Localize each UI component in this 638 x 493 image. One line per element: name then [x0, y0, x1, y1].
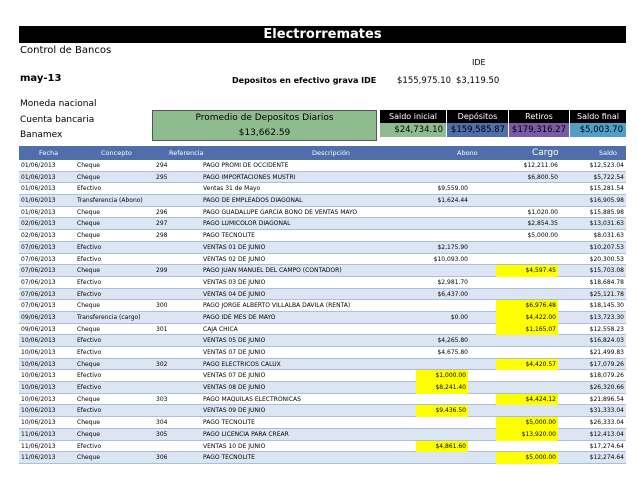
- cell-descripcion: CAJA CHICA: [203, 325, 238, 333]
- cell-fecha: 01/06/2013: [21, 173, 56, 181]
- table-row[interactable]: [19, 382, 626, 394]
- cell-descripcion: PAGO JUAN MANUEL DEL CAMPO (CONTADOR): [203, 267, 342, 275]
- table-row[interactable]: [19, 429, 626, 441]
- cell-descripcion: PAGO TECNOLITE: [203, 419, 255, 427]
- cell-abono: $4,675.80: [437, 349, 468, 356]
- cell-fecha: 07/06/2013: [21, 278, 56, 286]
- cell-referencia: 298: [156, 232, 168, 240]
- cell-fecha: 11/06/2013: [21, 442, 56, 450]
- table-row[interactable]: [19, 160, 626, 172]
- column-header-referencia: Referencia: [169, 149, 204, 157]
- cell-descripcion: PAGO ELECTRICOS CALUX: [203, 360, 281, 368]
- cell-descripcion: PAGO IDE MES DE MAYO: [203, 313, 276, 321]
- cell-cargo: $1,165.07: [496, 324, 558, 336]
- cell-fecha: 10/06/2013: [21, 419, 56, 427]
- cell-saldo: $26,333.04: [589, 419, 624, 427]
- summary-header-0: Saldo inicial: [380, 110, 446, 123]
- average-deposits-box: [152, 110, 377, 141]
- table-row[interactable]: [19, 172, 626, 184]
- cell-abono: $6,437.00: [437, 290, 468, 298]
- table-row[interactable]: [19, 312, 626, 324]
- cell-concepto: Cheque: [77, 220, 100, 228]
- cell-fecha: 10/06/2013: [21, 384, 56, 392]
- cell-fecha: 02/06/2013: [21, 220, 56, 228]
- column-header-descripcion: Descripción: [312, 149, 351, 157]
- table-row[interactable]: [19, 195, 626, 207]
- cell-concepto: Cheque: [77, 302, 100, 310]
- ide-label: IDE: [472, 58, 486, 67]
- cell-concepto: Cheque: [77, 325, 100, 333]
- cell-abono: $1,624.44: [437, 197, 468, 205]
- cell-saldo: $12,523.04: [589, 162, 624, 169]
- cell-abono: $1,000.00: [416, 370, 468, 382]
- cell-descripcion: VENTAS 07 DE JUNIO: [203, 372, 266, 380]
- summary-value-1: $159,585.87: [447, 123, 508, 137]
- transactions-table: [19, 146, 626, 464]
- cell-fecha: 07/06/2013: [21, 243, 56, 251]
- average-deposits-label: Promedio de Depositos Diarios: [195, 113, 334, 123]
- cell-descripcion: VENTAS 02 DE JUNIO: [203, 255, 266, 263]
- sheet-subtitle: Control de Bancos: [20, 45, 112, 56]
- cell-saldo: $26,320.66: [589, 384, 624, 392]
- cell-concepto: Efectivo: [77, 185, 102, 193]
- cell-descripcion: VENTAS 07 DE JUNIO: [203, 349, 266, 356]
- cell-concepto: Cheque: [77, 430, 100, 438]
- table-row[interactable]: [19, 359, 626, 371]
- table-row[interactable]: [19, 230, 626, 242]
- cell-referencia: 294: [156, 162, 168, 169]
- cell-fecha: 09/06/2013: [21, 313, 56, 321]
- cell-descripcion: Ventas 31 de Mayo: [203, 185, 261, 193]
- table-row[interactable]: [19, 242, 626, 254]
- cell-saldo: $15,885.98: [589, 208, 624, 216]
- cell-fecha: 09/06/2013: [21, 325, 56, 333]
- summary-header-3: Saldo final: [570, 110, 626, 123]
- currency-label: Moneda nacional: [20, 99, 97, 109]
- bank-name: Banamex: [20, 130, 63, 140]
- cell-concepto: Cheque: [77, 267, 100, 275]
- table-row[interactable]: [19, 394, 626, 406]
- cell-cargo: $6,800.50: [527, 173, 558, 181]
- account-label: Cuenta bancaria: [20, 115, 95, 125]
- column-header-concepto: Concepto: [101, 149, 132, 157]
- table-row[interactable]: [19, 265, 626, 277]
- cell-referencia: 297: [156, 220, 168, 228]
- cell-abono: $2,981.70: [437, 278, 468, 286]
- deposits-value: $155,975.10: [397, 76, 452, 86]
- cell-descripcion: PAGO DE EMPLEADOS DIAGONAL: [203, 197, 303, 205]
- cell-descripcion: PAGO TECNOLITE: [203, 232, 255, 240]
- cell-abono: $9,559.00: [437, 185, 468, 193]
- summary-header-1: Depósitos: [447, 110, 508, 123]
- cell-descripcion: VENTAS 04 DE JUNIO: [203, 290, 266, 298]
- sheet-title: Electrorremates: [19, 26, 626, 43]
- cell-saldo: $31,333.04: [589, 407, 624, 415]
- cell-saldo: $13,031.63: [589, 220, 624, 228]
- deposits-label: Depositos en efectivo grava IDE: [232, 76, 377, 85]
- cell-concepto: Efectivo: [77, 255, 102, 263]
- column-header-abono: Abono: [457, 149, 478, 157]
- cell-saldo: $12,274.64: [589, 454, 624, 462]
- table-row[interactable]: [19, 183, 626, 195]
- cell-concepto: Efectivo: [77, 384, 102, 392]
- cell-saldo: $21,499.83: [589, 349, 624, 356]
- cell-saldo: $13,723.30: [589, 313, 624, 321]
- table-row[interactable]: [19, 347, 626, 359]
- cell-abono: $0.00: [450, 313, 468, 321]
- cell-fecha: 10/06/2013: [21, 395, 56, 403]
- column-header-cargo: Cargo: [532, 148, 559, 158]
- summary-value-0: $24,734.10: [380, 123, 446, 137]
- cell-cargo: $4,597.45: [496, 265, 558, 277]
- cell-fecha: 10/06/2013: [21, 349, 56, 356]
- cell-concepto: Efectivo: [77, 349, 102, 356]
- table-row[interactable]: [19, 218, 626, 230]
- cell-descripcion: VENTAS 09 DE JUNIO: [203, 407, 266, 415]
- cell-saldo: $5,722.54: [593, 173, 624, 181]
- cell-saldo: $18,145.30: [589, 302, 624, 310]
- cell-referencia: 300: [156, 302, 168, 310]
- cell-descripcion: VENTAS 01 DE JUNIO: [203, 243, 266, 251]
- cell-saldo: $18,079.26: [589, 372, 624, 380]
- cell-saldo: $20,300.53: [589, 255, 624, 263]
- cell-saldo: $15,703.08: [589, 267, 624, 275]
- cell-descripcion: VENTAS 10 DE JUNIO: [203, 442, 266, 450]
- summary-value-3: $5,003.70: [570, 123, 626, 137]
- cell-fecha: 10/06/2013: [21, 360, 56, 368]
- cell-fecha: 07/06/2013: [21, 267, 56, 275]
- cell-saldo: $10,207.53: [589, 243, 624, 251]
- summary-header-2: Retiros: [509, 110, 569, 123]
- cell-cargo: $1,020.00: [527, 208, 558, 216]
- cell-cargo: $5,000.00: [527, 232, 558, 240]
- cell-fecha: 11/06/2013: [21, 454, 56, 462]
- cell-abono: $4,265.80: [437, 337, 468, 345]
- cell-fecha: 07/06/2013: [21, 290, 56, 298]
- cell-fecha: 01/06/2013: [21, 208, 56, 216]
- cell-referencia: 304: [156, 419, 168, 427]
- cell-fecha: 01/06/2013: [21, 197, 56, 205]
- cell-referencia: 296: [156, 208, 168, 216]
- cell-referencia: 306: [156, 454, 168, 462]
- cell-concepto: Transferencia (cargo): [77, 313, 141, 321]
- cell-cargo: $2,854.35: [527, 220, 558, 228]
- cell-saldo: $16,824.03: [589, 337, 624, 345]
- cell-referencia: 302: [156, 360, 168, 368]
- month-label: may-13: [20, 73, 62, 84]
- cell-concepto: Efectivo: [77, 243, 102, 251]
- table-row[interactable]: [19, 370, 626, 382]
- table-row[interactable]: [19, 452, 626, 464]
- cell-referencia: 299: [156, 267, 168, 275]
- cell-concepto: Cheque: [77, 419, 100, 427]
- table-row[interactable]: [19, 289, 626, 301]
- cell-cargo: $4,420.57: [496, 359, 558, 371]
- cell-concepto: Efectivo: [77, 278, 102, 286]
- cell-concepto: Cheque: [77, 208, 100, 216]
- cell-referencia: 305: [156, 430, 168, 438]
- cell-abono: $8,241.40: [416, 382, 468, 394]
- cell-descripcion: PAGO GUADALUPE GARCIA BONO DE VENTAS MAYO: [203, 208, 358, 216]
- table-row[interactable]: [19, 300, 626, 312]
- cell-saldo: $18,684.78: [589, 278, 624, 286]
- cell-abono: $9,436.50: [416, 405, 468, 417]
- cell-cargo: $13,920.00: [496, 429, 558, 441]
- cell-descripcion: PAGO LICENCIA PARA CREAR: [203, 430, 289, 438]
- cell-descripcion: PAGO PROMI DE OCCIDENTE: [203, 162, 289, 169]
- cell-saldo: $16,905.98: [589, 197, 624, 205]
- cell-saldo: $12,558.23: [589, 325, 624, 333]
- cell-concepto: Efectivo: [77, 372, 102, 380]
- table-header: [19, 146, 626, 160]
- cell-concepto: Cheque: [77, 360, 100, 368]
- cell-abono: $4,861.60: [416, 441, 468, 453]
- cell-saldo: $21,896.54: [589, 395, 624, 403]
- summary-value-2: $179,316.27: [509, 123, 569, 137]
- table-body: [19, 160, 626, 464]
- cell-cargo: $5,000.00: [496, 452, 558, 464]
- cell-fecha: 01/06/2013: [21, 162, 56, 169]
- cell-cargo: $4,422.00: [496, 312, 558, 324]
- cell-concepto: Cheque: [77, 162, 100, 169]
- cell-descripcion: VENTAS 08 DE JUNIO: [203, 384, 266, 392]
- cell-cargo: $4,424.12: [496, 394, 558, 406]
- cell-cargo: $6,976.48: [496, 300, 558, 312]
- cell-abono: $2,175.90: [437, 243, 468, 251]
- cell-fecha: 07/06/2013: [21, 302, 56, 310]
- cell-saldo: $25,121.78: [589, 290, 624, 298]
- cell-fecha: 07/06/2013: [21, 255, 56, 263]
- cell-fecha: 10/06/2013: [21, 337, 56, 345]
- cell-fecha: 10/06/2013: [21, 372, 56, 380]
- cell-concepto: Efectivo: [77, 407, 102, 415]
- cell-descripcion: VENTAS 03 DE JUNIO: [203, 278, 266, 286]
- table-row[interactable]: [19, 335, 626, 347]
- table-row[interactable]: [19, 277, 626, 289]
- cell-descripcion: PAGO LUMICOLOR DIAGONAL: [203, 220, 291, 228]
- cell-referencia: 301: [156, 325, 168, 333]
- table-row[interactable]: [19, 254, 626, 266]
- column-header-saldo: Saldo: [599, 149, 618, 157]
- cell-cargo: $12,211.06: [523, 162, 558, 169]
- cell-concepto: Efectivo: [77, 442, 102, 450]
- cell-saldo: $12,413.04: [589, 430, 624, 438]
- cell-saldo: $17,274.64: [589, 442, 624, 450]
- cell-concepto: Cheque: [77, 454, 100, 462]
- cell-concepto: Transferencia (Abono): [77, 197, 143, 205]
- table-row[interactable]: [19, 405, 626, 417]
- table-row[interactable]: [19, 207, 626, 219]
- cell-saldo: $8,031.63: [593, 232, 624, 240]
- cell-fecha: 01/06/2013: [21, 185, 56, 193]
- average-deposits-value: $13,662.59: [238, 128, 291, 138]
- cell-fecha: 11/06/2013: [21, 430, 56, 438]
- table-row[interactable]: [19, 417, 626, 429]
- cell-descripcion: PAGO JORGE ALBERTO VILLALBA DAVILA (RENTA): [203, 302, 351, 310]
- cell-descripcion: PAGO MAQUILAS ELECTRONICAS: [203, 395, 301, 403]
- cell-cargo: $5,000.00: [496, 417, 558, 429]
- cell-concepto: Cheque: [77, 232, 100, 240]
- cell-concepto: Efectivo: [77, 290, 102, 298]
- cell-fecha: 02/06/2013: [21, 232, 56, 240]
- table-row[interactable]: [19, 441, 626, 453]
- cell-descripcion: VENTAS 05 DE JUNIO: [203, 337, 266, 345]
- cell-descripcion: PAGO IMPORTACIONES MUSTRI: [203, 173, 296, 181]
- column-header-fecha: Fecha: [39, 149, 59, 157]
- cell-descripcion: PAGO TECNOLITE: [203, 454, 255, 462]
- cell-saldo: $17,079.26: [589, 360, 624, 368]
- cell-abono: $10,093.00: [433, 255, 468, 263]
- ide-value: $3,119.50: [456, 76, 500, 86]
- cell-fecha: 10/06/2013: [21, 407, 56, 415]
- cell-referencia: 295: [156, 173, 168, 181]
- cell-concepto: Efectivo: [77, 337, 102, 345]
- cell-referencia: 303: [156, 395, 168, 403]
- cell-concepto: Cheque: [77, 173, 100, 181]
- cell-saldo: $15,281.54: [589, 185, 624, 193]
- cell-concepto: Cheque: [77, 395, 100, 403]
- table-row[interactable]: [19, 324, 626, 336]
